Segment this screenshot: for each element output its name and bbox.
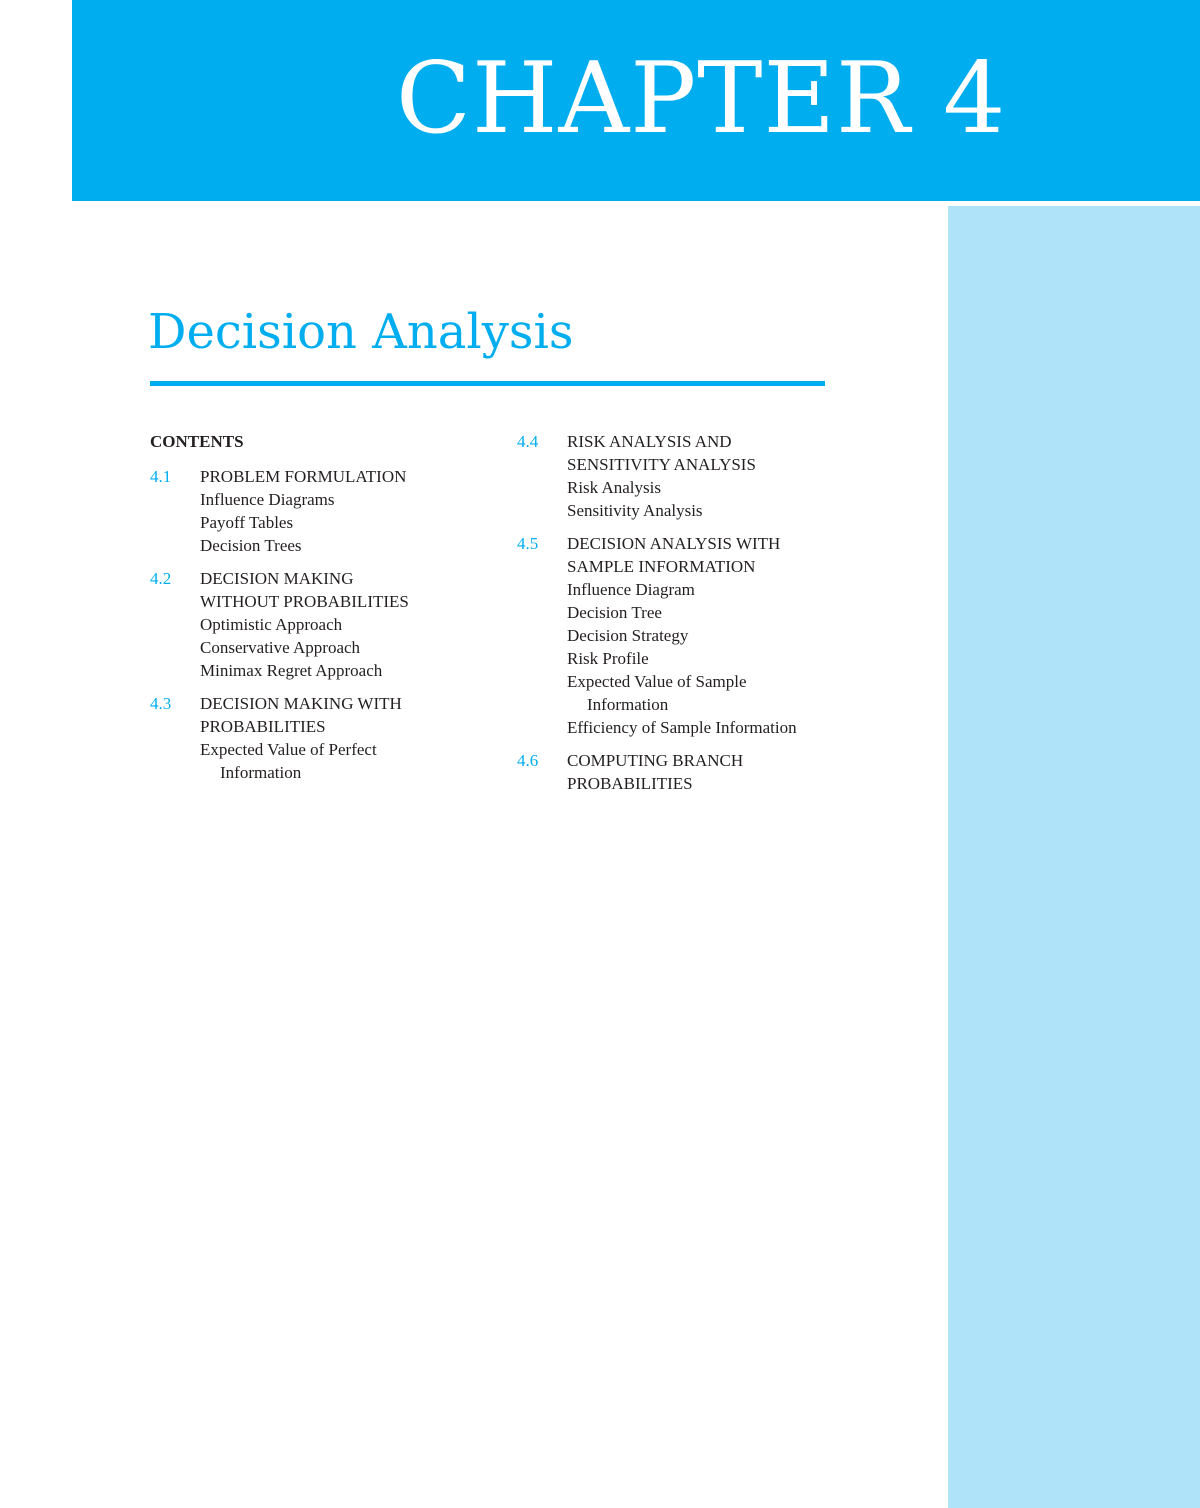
title-rule [150, 381, 825, 386]
toc-section [517, 532, 877, 739]
side-band [948, 206, 1200, 1508]
toc-section-body [567, 749, 877, 795]
toc-section-body [200, 465, 480, 557]
toc-section-heading: SENSITIVITY ANALYSIS [567, 455, 756, 474]
toc-section-number: 4.4 [517, 432, 539, 451]
toc-section [150, 567, 480, 682]
toc-section-heading: RISK ANALYSIS AND [567, 432, 732, 451]
toc-section [517, 430, 877, 522]
toc-section-body [200, 567, 480, 682]
contents-heading: CONTENTS [150, 432, 244, 451]
toc-section [517, 749, 877, 795]
toc-subitem: Minimax Regret Approach [200, 661, 383, 680]
toc-subitem: Information [220, 763, 302, 782]
toc-section-body [200, 692, 480, 784]
toc-section [150, 692, 480, 784]
toc-section-number: 4.3 [150, 694, 172, 713]
toc-section [150, 465, 480, 557]
toc-section-heading: DECISION MAKING WITH [200, 694, 402, 713]
toc-subitem: Risk Profile [567, 649, 649, 668]
toc-subitem: Influence Diagrams [200, 490, 335, 509]
toc-subitem: Information [587, 695, 669, 714]
toc-right-column [517, 430, 877, 805]
toc-subitem: Decision Trees [200, 536, 302, 555]
toc-section-body [567, 430, 877, 522]
toc-subitem: Sensitivity Analysis [567, 501, 703, 520]
toc-section-number: 4.5 [517, 534, 539, 553]
toc-subitem: Expected Value of Sample [567, 672, 747, 691]
toc-section-body [567, 532, 877, 739]
toc-section-number: 4.6 [517, 751, 539, 770]
toc-section-number: 4.1 [150, 467, 172, 486]
toc-section-heading: COMPUTING BRANCH [567, 751, 744, 770]
toc-subitem: Conservative Approach [200, 638, 361, 657]
toc-subitem: Influence Diagram [567, 580, 695, 599]
toc-subitem: Decision Tree [567, 603, 662, 622]
toc-section-heading: DECISION ANALYSIS WITH [567, 534, 781, 553]
toc-subitem: Optimistic Approach [200, 615, 343, 634]
toc-subitem: Decision Strategy [567, 626, 689, 645]
toc-subitem: Risk Analysis [567, 478, 661, 497]
toc-left-column [150, 430, 480, 794]
toc-subitem: Efficiency of Sample Information [567, 718, 797, 737]
toc-subitem: Payoff Tables [200, 513, 294, 532]
chapter-title: CHAPTER 4 [396, 42, 1007, 156]
toc-section-heading: DECISION MAKING [200, 569, 354, 588]
page-title: Decision Analysis [148, 304, 574, 360]
toc-section-heading: PROBLEM FORMULATION [200, 467, 407, 486]
toc-section-number: 4.2 [150, 569, 172, 588]
toc-section-heading: PROBABILITIES [567, 774, 693, 793]
toc-subitem: Expected Value of Perfect [200, 740, 377, 759]
toc-section-heading: SAMPLE INFORMATION [567, 557, 756, 576]
toc-section-heading: WITHOUT PROBABILITIES [200, 592, 409, 611]
toc-section-heading: PROBABILITIES [200, 717, 326, 736]
